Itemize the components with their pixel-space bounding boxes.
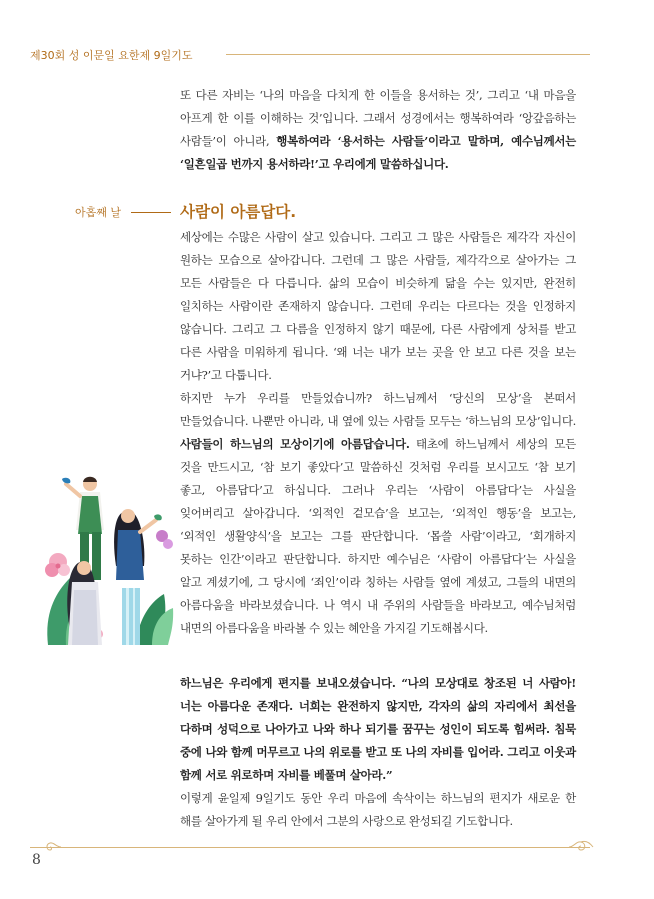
text-run: 태초에 하느님께서 세상의 모든 것을 만드시고, ‘참 보기 좋았다’고 말씀하신 것처럼 우리를 보시고도 ‘참 보기 좋고, 아름답다’고 하십니다. 그러나 우리는 ‘사람이 아름답다’는 사실을 잊어버리고 살아갑니다. ‘외적인 겉모습’을 보고는, ‘외적인 행동’을 보고는, ‘외적인 생활양식’을 보고는 그를 판단합니다. ‘몹쓸 사람’이라고, ‘회개하지 못하는 인간’이라고 판단합니다. 하지만 예수님은 ‘사람이 아름답다’는 사실을 알고 계셨기에, 그 당시에 ‘죄인’이라 칭하는 사람들 옆에 계셨고, 그들의 내면의 아름다움을 바라보셨습니다. 나 역시 내 주위의 사람들을 바라보고, 예수님처럼 내면의 아름다움을 바라볼 수 있는 혜안을 가지길 기도해봅시다. — [180, 437, 576, 635]
day-label: 아홉째 날 — [75, 206, 122, 219]
text-run: 세상에는 수많은 사람이 살고 있습니다. 그리고 그 많은 사람들은 제각각 자신이 원하는 모습으로 살아갑니다. 그런데 그 많은 사람들, 제각각으로 살아가는 그 모든 사람들은 다 다릅니다. 삶의 모습이 비슷하게 닮을 수는 있지만, 완전히 일치하는 사람이란 존재하지 않습니다. 그런데 우리는 다르다는 것을 인정하지 않습니다. 그리고 그 다름을 인정하지 않기 때문에, 다른 사람에게 상처를 받고 다른 사람을 미워하게 됩니다. ‘왜 너는 내가 보는 곳을 안 보고 다른 것을 보는 거냐?’고 다툽니다. — [180, 230, 576, 382]
emphasized-text: 사람들이 하느님의 모상이기에 아름답습니다. — [180, 437, 410, 451]
header-rule — [226, 54, 590, 55]
running-header — [30, 46, 590, 66]
section-title: 사람이 아름답다. — [180, 203, 297, 221]
footer-rule — [30, 847, 590, 848]
text-run: 또 다른 자비는 ‘나의 마음을 다치게 한 이들을 용서하는 것’, 그리고 ‘내 마음을 아프게 한 이를 이해하는 것’입니다. 그래서 성경에서는 행복하여라 ‘앙갚음하는 사람들’이 아니라, — [180, 88, 576, 148]
intro-paragraph — [180, 84, 576, 176]
body-paragraph-3 — [180, 672, 576, 787]
ornament-swirl-icon — [40, 840, 62, 852]
page-number: 8 — [32, 852, 41, 868]
ornament-swirl-icon — [568, 839, 594, 853]
people-gardening-illustration — [40, 470, 175, 650]
emphasized-text: 행복하여라 ‘용서하는 사람들’이라고 말하며, 예수님께서는 ‘일흔일곱 번까지 용서하라!’고 우리에게 말씀하십니다. — [180, 134, 576, 171]
intro-text — [180, 84, 576, 176]
text-run: 이렇게 윤일제 9일기도 동안 우리 마음에 속삭이는 하느님의 편지가 새로운 한 해를 살아가게 될 우리 안에서 그분의 사랑으로 완성되길 기도합니다. — [180, 791, 576, 828]
header-title: 제30회 성 이문일 요한제 9일기도 — [30, 49, 193, 62]
emphasized-text: 하느님은 우리에게 편지를 보내오셨습니다. “나의 모상대로 창조된 너 사람아! 너는 아름다운 존재다. 너희는 완전하지 않지만, 각자의 삶의 자리에서 최선을 다하며 성덕으로 나아가고 나와 하나 되기를 꿈꾸는 성인이 되도록 힘써라. 침묵 중에 나와 함께 머무르고 나의 위로를 받고 또 나의 자비를 입어라. 그리고 이웃과 함께 서로 위로하며 자비를 베풀며 살아라.” — [180, 676, 576, 782]
body-paragraph-4 — [180, 787, 576, 833]
body-paragraph-1 — [180, 226, 576, 387]
day-label-rule — [131, 212, 171, 213]
closing-text — [180, 672, 576, 833]
body-paragraph-2 — [180, 387, 576, 640]
body-text — [180, 226, 576, 640]
text-run: 하지만 누가 우리를 만들었습니까? 하느님께서 ‘당신의 모상’을 본떠서 만들었습니다. 나뿐만 아니라, 내 옆에 있는 사람들 모두는 ‘하느님의 모상’입니다. — [180, 391, 576, 428]
